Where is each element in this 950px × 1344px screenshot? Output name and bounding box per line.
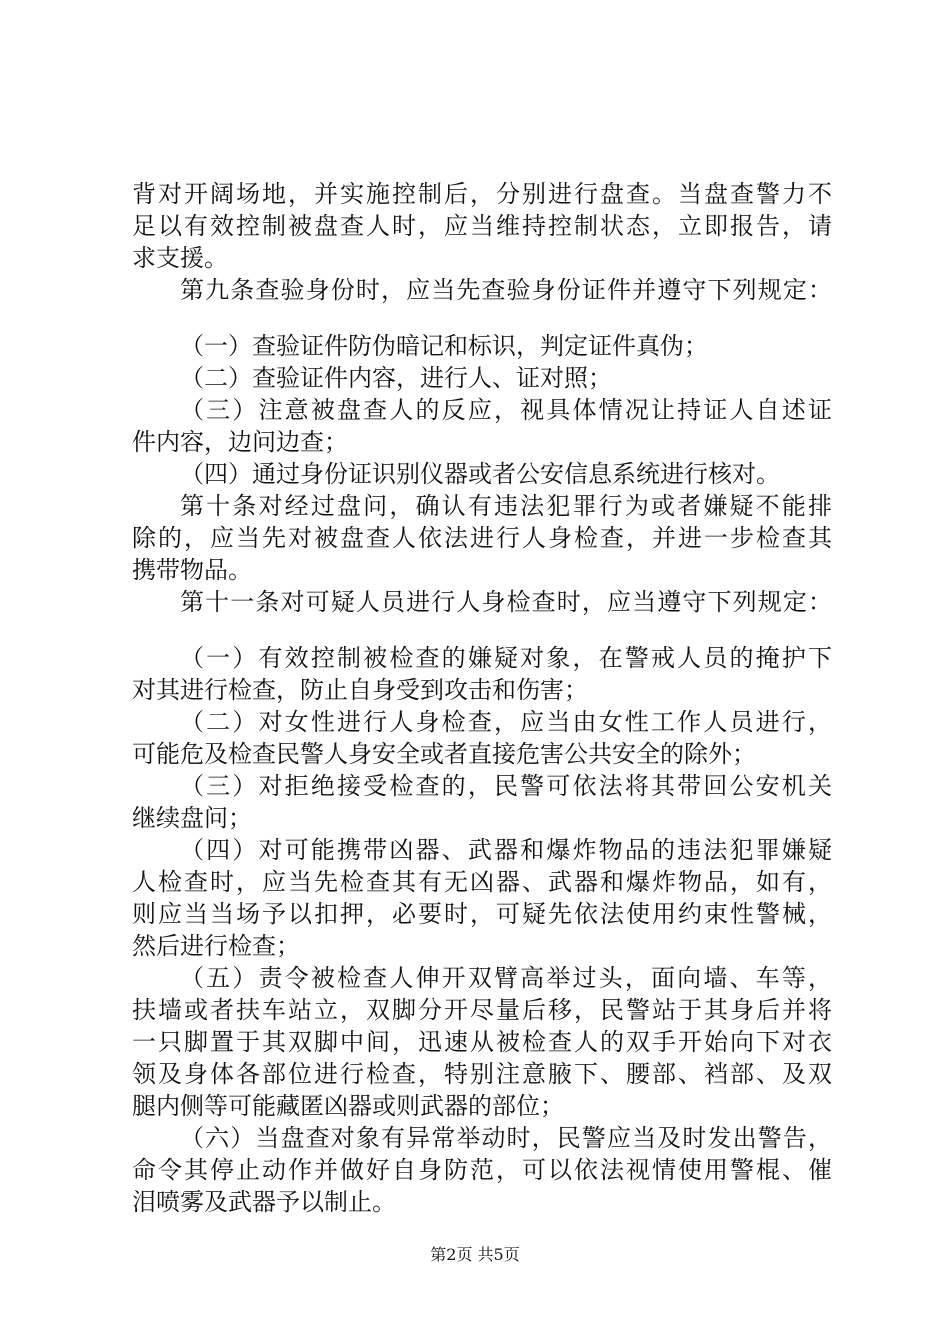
list-item-line: 扶墙或者扶车站立，双脚分开尽量后移，民警站于其身后并将 [132,996,832,1024]
list-item-line: 人检查时，应当先检查其有无凶器、武器和爆炸物品，如有， [132,868,832,896]
list-item-line: （四）通过身份证识别仪器或者公安信息系统进行核对。 [180,460,780,488]
list-item-line: （三）注意被盘查人的反应，视具体情况让持证人自述证 [180,396,832,424]
list-item-line: 命令其停止动作并做好自身防范，可以依法视情使用警棍、催 [132,1156,832,1184]
list-item-line: 一只脚置于其双脚中间，迅速从被检查人的双手开始向下对衣 [132,1028,832,1056]
list-item-line: 可能危及检查民警人身安全或者直接危害公共安全的除外； [132,740,756,768]
list-item-line: （一）有效控制被检查的嫌疑对象，在警戒人员的掩护下 [180,644,832,672]
list-item-line: 件内容，边问边查； [132,428,348,456]
list-item-line: （四）对可能携带凶器、武器和爆炸物品的违法犯罪嫌疑 [180,836,832,864]
list-item-line: （三）对拒绝接受检查的，民警可依法将其带回公安机关 [180,772,832,800]
article-heading-line: 第十一条对可疑人员进行人身检查时，应当遵守下列规定： [180,588,832,616]
article-line: 携带物品。 [132,556,252,584]
list-item-line: 对其进行检查，防止自身受到攻击和伤害； [132,676,588,704]
list-item-line: （五）责令被检查人伸开双臂高举过头，面向墙、车等， [180,964,832,992]
page-number-footer: 第2页 共5页 [430,1245,520,1264]
list-item-line: （二）查验证件内容，进行人、证对照； [180,364,612,392]
list-item-line: 泪喷雾及武器予以制止。 [132,1188,396,1216]
list-item-line: 然后进行检查； [132,932,300,960]
paragraph-line: 足以有效控制被盘查人时，应当维持控制状态，立即报告，请 [132,212,832,240]
article-line: 除的，应当先对被盘查人依法进行人身检查，并进一步检查其 [132,524,832,552]
list-item-line: 继续盘问； [132,804,252,832]
article-heading-line: 第九条查验身份时，应当先查验身份证件并遵守下列规定： [180,276,832,304]
list-item-line: （二）对女性进行人身检查，应当由女性工作人员进行， [180,708,832,736]
paragraph-line: 求支援。 [132,244,228,272]
article-line: 第十条对经过盘问，确认有违法犯罪行为或者嫌疑不能排 [180,492,832,520]
list-item-line: （六）当盘查对象有异常举动时，民警应当及时发出警告， [180,1124,832,1152]
list-item-line: 则应当当场予以扣押，必要时，可疑先依法使用约束性警械， [132,900,832,928]
paragraph-line: 背对开阔场地，并实施控制后，分别进行盘查。当盘查警力不 [132,180,832,208]
list-item-line: （一）查验证件防伪暗记和标识，判定证件真伪； [180,332,708,360]
list-item-line: 领及身体各部位进行检查，特别注意腋下、腰部、裆部、及双 [132,1060,832,1088]
list-item-line: 腿内侧等可能藏匿凶器或则武器的部位； [132,1092,564,1120]
